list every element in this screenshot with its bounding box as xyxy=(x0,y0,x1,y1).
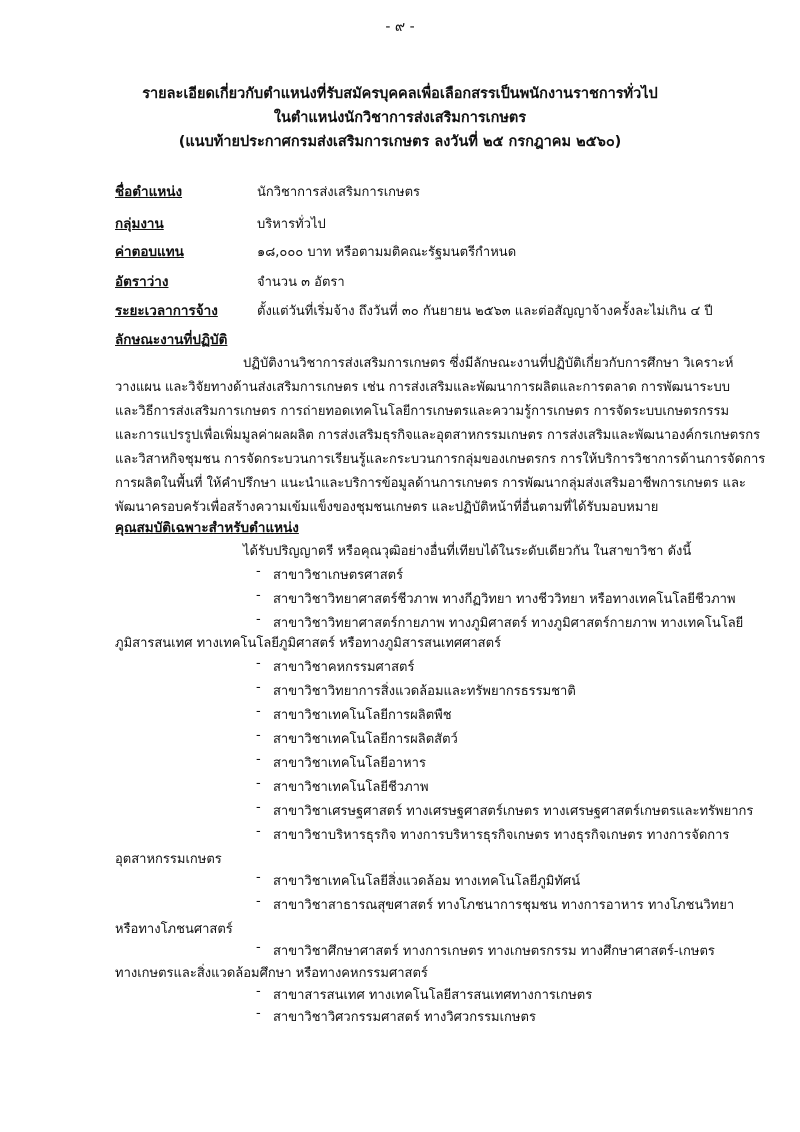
qualifications-heading: คุณสมบัติเฉพาะสำหรับตำแหน่ง xyxy=(115,520,299,536)
duties-line: และวิสาหกิจชุมชน การจัดกระบวนการเรียนรู้และกระบวนการกลุ่มของเกษตรกร การให้บริการวิชาการด้านการจัดการ xyxy=(115,452,766,467)
field-label-group: กลุ่มงาน xyxy=(115,216,164,232)
duties-line: และการแปรรูปเพื่อเพิ่มมูลค่าผลผลิต การส่งเสริมธุรกิจและอุตสาหกรรมเกษตร การส่งเสริมและพัฒนาองค์กรเกษตรกร xyxy=(115,428,761,443)
qualifications-intro: ได้รับปริญญาตรี หรือคุณวุฒิอย่างอื่นที่เทียบได้ในระดับเดียวกัน ในสาขาวิชา ดังนี้ xyxy=(243,544,692,559)
document-title-line3: (แนบท้ายประกาศกรมส่งเสริมการเกษตร ลงวันที่ ๒๕ กรกฎาคม ๒๕๖๐) xyxy=(178,134,622,150)
bullet-dash: - xyxy=(256,894,261,909)
field-value-position: นักวิชาการส่งเสริมการเกษตร xyxy=(257,185,421,200)
bullet-dash: - xyxy=(256,704,261,719)
bullet-dash: - xyxy=(256,940,261,955)
qualification-item: สาขาวิชาเทคโนโลยีชีวภาพ xyxy=(273,780,429,795)
qualification-item-continuation: หรือทางโภชนศาสตร์ xyxy=(115,922,233,937)
field-value-vacancy: จำนวน ๓ อัตรา xyxy=(257,275,345,290)
qualification-item: สาขาวิชาศึกษาศาสตร์ ทางการเกษตร ทางเกษตรกรรม ทางศึกษาศาสตร์-เกษตร xyxy=(273,944,715,959)
qualification-item: สาขาวิชาเกษตรศาสตร์ xyxy=(273,568,404,583)
qualification-item: สาขาวิชาวิทยาศาสตร์ชีวภาพ ทางกีฏวิทยา ทางชีววิทยา หรือทางเทคโนโลยีชีวภาพ xyxy=(273,592,736,607)
document-title-line1: รายละเอียดเกี่ยวกับตำแหน่งที่รับสมัครบุคคลเพื่อเลือกสรรเป็นพนักงานราชการทั่วไป xyxy=(142,86,658,102)
bullet-dash: - xyxy=(256,612,261,627)
qualification-item: สาขาวิชาบริหารธุรกิจ ทางการบริหารธุรกิจเกษตร ทางธุรกิจเกษตร ทางการจัดการ xyxy=(273,828,730,843)
field-label-position: ชื่อตำแหน่ง xyxy=(115,184,183,200)
qualification-item: สาขาสารสนเทศ ทางเทคโนโลยีสารสนเทศทางการเกษตร xyxy=(273,988,593,1003)
qualification-item-continuation: ภูมิสารสนเทศ ทางเทคโนโลยีภูมิศาสตร์ หรือทางภูมิสารสนเทศศาสตร์ xyxy=(115,636,502,651)
bullet-dash: - xyxy=(256,800,261,815)
qualification-item: สาขาวิชาวิศวกรรมศาสตร์ ทางวิศวกรรมเกษตร xyxy=(273,1010,536,1025)
field-label-employment-period: ระยะเวลาการจ้าง xyxy=(115,303,218,319)
bullet-dash: - xyxy=(256,1006,261,1021)
duties-heading: ลักษณะงานที่ปฏิบัติ xyxy=(115,332,228,348)
field-value-group: บริหารทั่วไป xyxy=(257,217,326,232)
qualification-item: สาขาวิชาวิทยาการสิ่งแวดล้อมและทรัพยากรธรรมชาติ xyxy=(273,684,576,699)
duties-line: และวิธีการส่งเสริมการเกษตร การถ่ายทอดเทคโนโลยีการเกษตรและความรู้การเกษตร การจัดระบบเกษตรกรรม xyxy=(115,404,730,419)
qualification-item-continuation: อุตสาหกรรมเกษตร xyxy=(115,852,222,867)
bullet-dash: - xyxy=(256,776,261,791)
qualification-item: สาขาวิชาเทคโนโลยีสิ่งแวดล้อม ทางเทคโนโลยีภูมิทัศน์ xyxy=(273,874,581,889)
bullet-dash: - xyxy=(256,824,261,839)
document-title-line2: ในตำแหน่งนักวิชาการส่งเสริมการเกษตร xyxy=(273,110,527,126)
qualification-item: สาขาวิชาสาธารณสุขศาสตร์ ทางโภชนาการชุมชน ทางการอาหาร ทางโภชนวิทยา xyxy=(273,898,735,913)
field-label-salary: ค่าตอบแทน xyxy=(115,244,184,260)
qualification-item: สาขาวิชาเศรษฐศาสตร์ ทางเศรษฐศาสตร์เกษตร ทางเศรษฐศาสตร์เกษตรและทรัพยากร xyxy=(273,804,754,819)
bullet-dash: - xyxy=(256,588,261,603)
bullet-dash: - xyxy=(256,656,261,671)
qualification-item: สาขาวิชาคหกรรมศาสตร์ xyxy=(273,660,415,675)
qualification-item-continuation: ทางเกษตรและสิ่งแวดล้อมศึกษา หรือทางคหกรรมศาสตร์ xyxy=(115,966,428,981)
field-value-employment-period: ตั้งแต่วันที่เริ่มจ้าง ถึงวันที่ ๓๐ กันยายน ๒๕๖๓ และต่อสัญญาจ้างครั้งละไม่เกิน ๔ ปี xyxy=(257,304,713,319)
duties-line: พัฒนาครอบครัวเพื่อสร้างความเข้มแข็งของชุมชนเกษตร และปฏิบัติหน้าที่อื่นตามที่ได้รับมอบหมาย xyxy=(115,500,659,515)
bullet-dash: - xyxy=(256,728,261,743)
field-label-vacancy: อัตราว่าง xyxy=(115,274,169,290)
bullet-dash: - xyxy=(256,870,261,885)
bullet-dash: - xyxy=(256,680,261,695)
qualification-item: สาขาวิชาเทคโนโลยีการผลิตพืช xyxy=(273,708,452,723)
bullet-dash: - xyxy=(256,752,261,767)
bullet-dash: - xyxy=(256,984,261,999)
bullet-dash: - xyxy=(256,564,261,579)
duties-line: การผลิตในพื้นที่ ให้คำปรึกษา แนะนำและบริการข้อมูลด้านการเกษตร การพัฒนากลุ่มส่งเสริมอาชีพการเกษตร และ xyxy=(115,476,746,491)
qualification-item: สาขาวิชาเทคโนโลยีอาหาร xyxy=(273,756,426,771)
qualification-item: สาขาวิชาเทคโนโลยีการผลิตสัตว์ xyxy=(273,732,458,747)
field-value-salary: ๑๘,๐๐๐ บาท หรือตามมติคณะรัฐมนตรีกำหนด xyxy=(257,245,517,260)
duties-line: วางแผน และวิจัยทางด้านส่งเสริมการเกษตร เช่น การส่งเสริมและพัฒนาการผลิตและการตลาด การพัฒนาระบบ xyxy=(115,380,731,395)
page-number: - ๙ - xyxy=(385,19,415,35)
duties-line: ปฏิบัติงานวิชาการส่งเสริมการเกษตร ซึ่งมีลักษณะงานที่ปฏิบัติเกี่ยวกับการศึกษา วิเคราะห์ xyxy=(243,356,734,371)
qualification-item: สาขาวิชาวิทยาศาสตร์กายภาพ ทางภูมิศาสตร์ ทางภูมิศาสตร์กายภาพ ทางเทคโนโลยี xyxy=(273,616,744,631)
